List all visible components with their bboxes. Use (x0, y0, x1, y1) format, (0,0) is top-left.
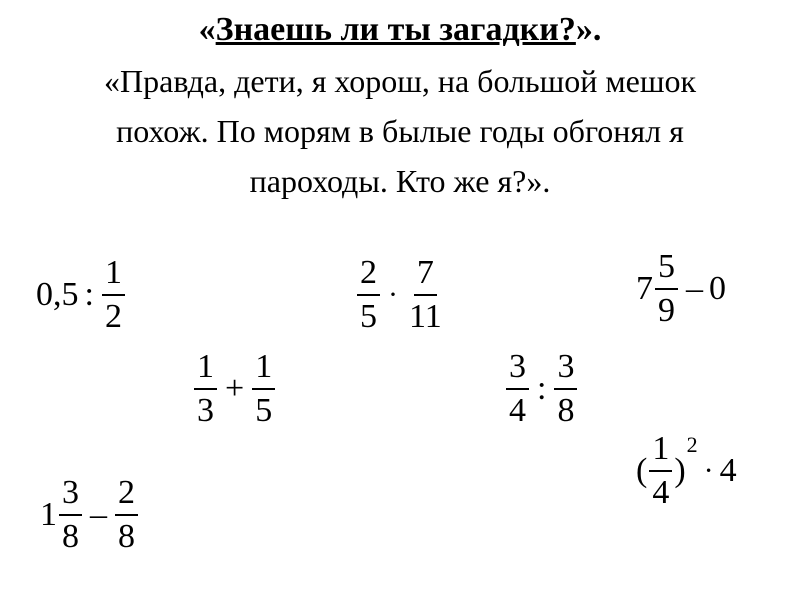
fraction (194, 350, 217, 428)
denominator: 8 (62, 518, 79, 555)
fraction (357, 256, 380, 334)
denominator: 9 (658, 292, 675, 329)
right-operand: 0 (709, 270, 726, 307)
right-operand: 4 (719, 452, 737, 489)
numerator: 1 (252, 350, 275, 390)
numerator: 3 (506, 350, 529, 390)
fraction (655, 250, 678, 328)
denominator: 8 (557, 392, 575, 429)
open-paren: ( (636, 452, 648, 489)
fraction (649, 432, 672, 510)
decimal-value: 0,5 (36, 276, 79, 313)
denominator: 5 (255, 392, 273, 429)
riddle-text (20, 56, 780, 206)
numerator: 5 (655, 250, 678, 290)
expression-1 (36, 256, 127, 334)
expression-2 (355, 256, 447, 334)
numerator: 1 (194, 350, 217, 390)
riddle-line-3: пароходы. Кто же я?». (249, 163, 551, 199)
denominator: 5 (360, 298, 377, 335)
denominator: 4 (509, 392, 526, 429)
numerator: 7 (414, 256, 437, 296)
multiplication-sign: · (703, 454, 714, 487)
fraction (59, 476, 82, 554)
minus-sign: – (686, 270, 703, 307)
numerator: 3 (554, 350, 577, 390)
close-paren: ) (674, 452, 686, 489)
title-close: ». (575, 11, 602, 48)
numerator: 1 (649, 432, 672, 472)
expression-6 (636, 432, 737, 510)
division-sign: : (84, 276, 94, 313)
numerator: 2 (115, 476, 138, 516)
minus-sign: – (90, 496, 107, 533)
fraction (506, 350, 529, 428)
title-open-quote: « (198, 11, 216, 48)
task-title (0, 10, 800, 50)
denominator: 3 (197, 392, 214, 429)
expression-7 (40, 476, 140, 554)
fraction (406, 256, 445, 334)
denominator: 2 (104, 298, 122, 335)
division-sign: : (537, 370, 547, 407)
whole-part: 7 (636, 270, 653, 307)
exponent: 2 (686, 432, 698, 457)
expression-3 (636, 250, 726, 328)
multiplication-sign: · (388, 278, 398, 311)
denominator: 4 (652, 474, 670, 511)
denominator: 11 (409, 298, 442, 335)
fraction (554, 350, 577, 428)
whole-part: 1 (40, 496, 57, 533)
denominator: 8 (118, 518, 135, 555)
riddle-line-1: «Правда, дети, я хорош, на большой мешок (104, 63, 696, 99)
numerator: 1 (102, 256, 125, 296)
fraction (252, 350, 275, 428)
fraction (115, 476, 138, 554)
expression-5 (504, 350, 579, 428)
numerator: 3 (59, 476, 82, 516)
riddle-line-2: похож. По морям в былые годы обгонял я (116, 113, 684, 149)
expression-4 (192, 350, 277, 428)
title-text: Знаешь ли ты загадки? (215, 11, 576, 48)
plus-sign: + (225, 370, 245, 407)
numerator: 2 (357, 256, 380, 296)
fraction (102, 256, 125, 334)
